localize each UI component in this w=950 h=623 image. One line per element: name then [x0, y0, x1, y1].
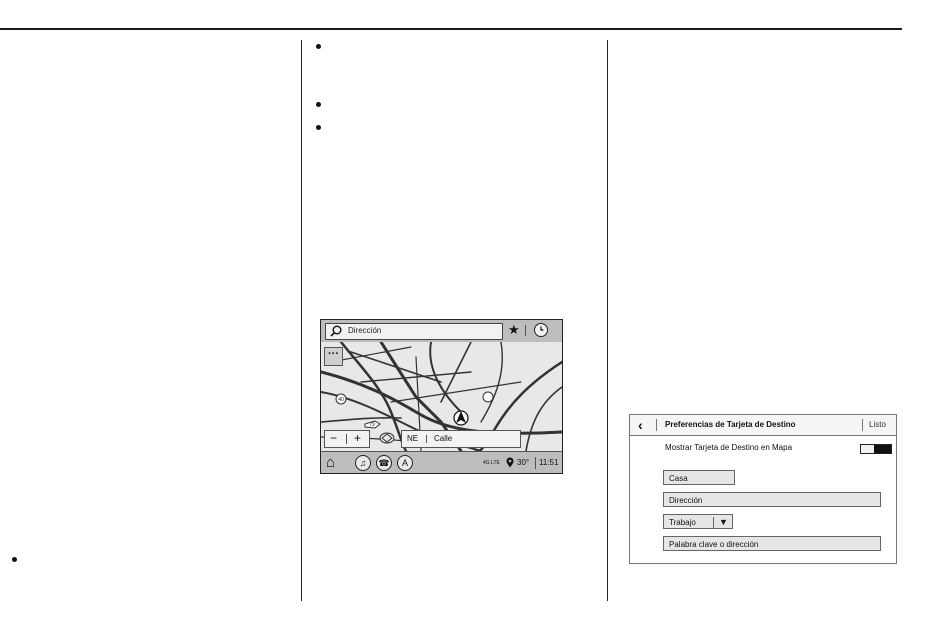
zoom-controls	[324, 430, 370, 448]
toggle-knob	[874, 445, 891, 453]
home-destination-button[interactable]: Casa	[663, 470, 735, 485]
clock-time: 11:51	[539, 458, 559, 467]
header-rule	[0, 28, 902, 30]
vehicle-position-icon	[454, 411, 468, 425]
header-separator	[656, 419, 657, 431]
more-options-button[interactable]: ···	[324, 347, 343, 366]
favorites-star-icon[interactable]: ★	[508, 322, 520, 337]
map-top-bar	[321, 320, 562, 342]
apps-a-icon[interactable]: A	[397, 455, 413, 471]
bullet-point	[316, 44, 321, 49]
location-pin-icon	[506, 457, 514, 468]
current-road-bar	[401, 430, 521, 448]
show-card-on-map-label: Mostrar Tarjeta de Destino en Mapa	[665, 443, 793, 452]
map-search-field[interactable]	[325, 323, 503, 340]
destination-card-preferences-screen	[629, 414, 897, 564]
navigation-map-screen	[320, 319, 563, 474]
map-bottom-bar	[321, 451, 562, 474]
preferences-header	[630, 415, 896, 436]
phone-app-icon[interactable]: ☎	[376, 455, 392, 471]
work-destination-label: Trabajo	[669, 518, 696, 527]
bullet-point	[316, 125, 321, 130]
search-icon	[330, 325, 342, 337]
done-button[interactable]: Listo	[869, 420, 886, 429]
zoom-separator	[346, 434, 347, 444]
compass-icon[interactable]	[379, 431, 395, 445]
bullet-point	[316, 102, 321, 107]
column-divider-left	[301, 40, 302, 601]
zoom-out-button[interactable]: −	[330, 431, 338, 445]
address-destination-button[interactable]: Dirección	[663, 492, 881, 507]
status-separator	[535, 457, 536, 469]
keyword-or-address-button[interactable]: Palabra clave o dirección	[663, 536, 881, 551]
back-chevron-icon[interactable]: ‹	[638, 417, 643, 433]
dropdown-caret-icon[interactable]: ▼	[719, 517, 728, 527]
temperature-readout: 30°	[517, 458, 530, 467]
road-name: Calle	[434, 434, 453, 443]
bullet-point	[12, 557, 17, 562]
header-separator	[862, 419, 863, 431]
column-divider-right	[607, 40, 608, 601]
home-icon[interactable]: ⌂	[326, 454, 336, 471]
preferences-title: Preferencias de Tarjeta de Destino	[665, 420, 796, 429]
route-shield-label: 79	[369, 422, 375, 428]
network-status: 4G LTE	[483, 460, 500, 466]
zoom-in-button[interactable]: +	[354, 431, 362, 445]
recent-clock-icon[interactable]	[534, 323, 548, 337]
search-placeholder: Dirección	[348, 326, 382, 335]
heading-label: NE	[407, 434, 419, 443]
route-shield-label: 40	[338, 397, 344, 403]
road-separator	[426, 435, 427, 443]
show-card-toggle[interactable]	[860, 444, 892, 454]
work-destination-dropdown[interactable]	[663, 514, 733, 529]
toolbar-separator	[525, 325, 526, 336]
audio-app-icon[interactable]: ♫	[355, 455, 371, 471]
dropdown-separator	[713, 517, 714, 528]
